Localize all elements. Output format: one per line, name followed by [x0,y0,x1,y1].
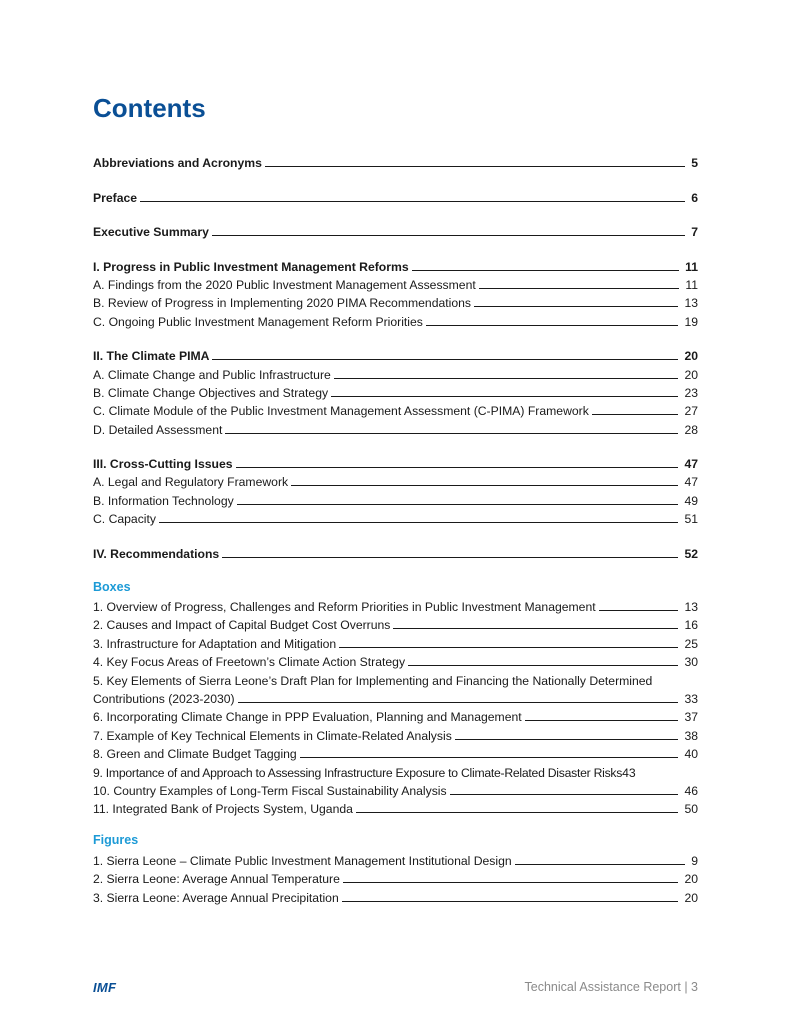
toc-entry-label: 2. Sierra Leone: Average Annual Temperature [93,872,340,887]
toc-page-number: 37 [684,710,698,725]
toc-entry-section-3[interactable] [93,454,698,472]
toc-entry-label: 3. Sierra Leone: Average Annual Precipitation [93,890,339,905]
toc-entry-box-3[interactable] [93,633,698,651]
toc-entry-label: 2. Causes and Impact of Capital Budget Cost Overruns [93,618,391,633]
toc-page-number: 5 [691,156,698,171]
toc-entry-box-5-line-1[interactable] [93,670,698,688]
toc-entry-box-7[interactable] [93,725,698,743]
toc-page-number: 46 [684,783,698,798]
dot-leader [291,485,678,486]
toc-page-number: 6 [691,190,698,205]
dot-leader [238,702,679,703]
toc-entry-label: 11. Integrated Bank of Projects System, Uganda [93,802,353,817]
toc-entry-label: A. Legal and Regulatory Framework [93,475,289,490]
toc-page-number: 51 [684,512,698,527]
toc-entry-label: B. Climate Change Objectives and Strategy [93,385,329,400]
toc-page-number: 40 [684,747,698,762]
toc-entry-section-2d[interactable] [93,419,698,437]
toc-page-number: 23 [684,385,698,400]
dot-leader [334,378,679,379]
toc-entry-box-2[interactable] [93,615,698,633]
toc-entry-section-3b[interactable] [93,490,698,508]
toc-entry-label: 10. Country Examples of Long-Term Fiscal Sustainability Analysis [93,783,447,798]
toc-entry-box-5[interactable] [93,689,698,707]
dot-leader [426,325,679,326]
toc-entry-label: 1. Sierra Leone – Climate Public Investment Management Institutional Design [93,853,512,868]
dot-leader [331,396,678,397]
toc-entry-label: 1. Overview of Progress, Challenges and Reform Priorities in Public Investment Management [93,600,596,615]
toc-entry-section-2[interactable] [93,346,698,364]
dot-leader [515,864,686,865]
toc-entry-box-8[interactable] [93,744,698,762]
table-of-contents [93,153,698,922]
toc-entry-label: B. Review of Progress in Implementing 2020 PIMA Recommendations [93,296,471,311]
figures-heading: Figures [93,833,139,848]
toc-entry-label: I. Progress in Public Investment Management Reforms [93,259,409,274]
dot-leader [159,522,678,523]
toc-entry-label: Contributions (2023-2030) [93,691,235,706]
toc-entry-section-1c[interactable] [93,311,698,329]
toc-entry-label: 4. Key Focus Areas of Freetown’s Climate Action Strategy [93,655,406,670]
toc-page-number: 47 [684,457,698,472]
page-title: Contents [93,93,206,123]
toc-page-number: 50 [684,802,698,817]
toc-entry-section-2c[interactable] [93,401,698,419]
toc-entry-label: C. Capacity [93,512,156,527]
toc-entry-label: B. Information Technology [93,493,234,508]
toc-page-number: 49 [684,493,698,508]
toc-entry-section-2a[interactable] [93,364,698,382]
toc-entry-abbreviations[interactable] [93,153,698,171]
toc-entry-box-10[interactable] [93,781,698,799]
dot-leader [599,610,679,611]
toc-entry-box-1[interactable] [93,597,698,615]
dot-leader [339,647,678,648]
dot-leader [237,504,679,505]
dot-leader [343,882,679,883]
toc-entry-label: Preface [93,190,138,205]
imf-logo: IMF [93,980,117,995]
toc-page-number: 11 [685,259,698,274]
dot-leader [474,306,678,307]
toc-entry-box-11[interactable] [93,799,698,817]
toc-entry-label: II. The Climate PIMA [93,349,210,364]
toc-entry-label: C. Ongoing Public Investment Management Reform Priorities [93,314,423,329]
toc-page-number: 20 [684,367,698,382]
toc-page-number: 27 [684,404,698,419]
footer-page-label: Technical Assistance Report | 3 [524,980,698,994]
toc-entry-section-1b[interactable] [93,293,698,311]
toc-page-number: 20 [684,872,698,887]
toc-entry-label: Abbreviations and Acronyms [93,156,262,171]
toc-page-number: 25 [684,636,698,651]
dot-leader [455,739,679,740]
toc-page-number: 38 [684,728,698,743]
toc-page-number: 47 [684,475,698,490]
toc-page-number: 13 [684,600,698,615]
toc-entry-section-1a[interactable] [93,275,698,293]
dot-leader [525,720,679,721]
toc-entry-label: C. Climate Module of the Public Investment Management Assessment (C-PIMA) Framework [93,404,589,419]
dot-leader [592,414,679,415]
dot-leader [408,665,678,666]
toc-entry-label: Executive Summary [93,225,209,240]
toc-page-number: 20 [684,349,698,364]
dot-leader [356,812,679,813]
toc-entry-section-4[interactable] [93,543,698,561]
toc-page-number: 43 [622,765,636,780]
dot-leader [300,757,679,758]
toc-entry-label: 8. Green and Climate Budget Tagging [93,747,297,762]
toc-page-number: 9 [691,853,698,868]
toc-entry-label: 3. Infrastructure for Adaptation and Mitigation [93,636,337,651]
toc-page-number: 16 [684,618,698,633]
dot-leader [236,467,679,468]
toc-entry-preface[interactable] [93,187,698,205]
toc-entry-figure-2[interactable] [93,869,698,887]
dot-leader [140,201,685,202]
dot-leader [222,557,678,558]
toc-page-number: 19 [684,314,698,329]
toc-page-number: 52 [684,546,698,561]
toc-entry-section-3a[interactable] [93,472,698,490]
toc-page-number: 7 [691,225,698,240]
toc-entry-section-1[interactable] [93,256,698,274]
toc-entry-box-4[interactable] [93,652,698,670]
toc-entry-figure-1[interactable] [93,850,698,868]
dot-leader [212,359,678,360]
toc-entry-label: A. Climate Change and Public Infrastructure [93,367,331,382]
dot-leader [479,288,680,289]
toc-page-number: 30 [684,655,698,670]
toc-entry-executive-summary[interactable] [93,222,698,240]
dot-leader [450,794,679,795]
toc-page-number: 11 [685,277,698,292]
dot-leader [393,628,678,629]
toc-entry-label: 9. Importance of and Approach to Assessing Infrastructure Exposure to Climate-Related Disaster Risks [93,765,623,780]
dot-leader [212,235,685,236]
toc-entry-label: 6. Incorporating Climate Change in PPP Evaluation, Planning and Management [93,710,522,725]
toc-page-number: 28 [684,422,698,437]
boxes-heading: Boxes [93,579,131,594]
toc-entry-section-3c[interactable] [93,509,698,527]
dot-leader [342,901,679,902]
dot-leader [265,166,685,167]
toc-entry-section-2b[interactable] [93,383,698,401]
toc-entry-box-6[interactable] [93,707,698,725]
toc-entry-box-9[interactable] [93,762,698,780]
toc-entry-label: 5. Key Elements of Sierra Leone’s Draft Plan for Implementing and Financing the Nationally Determined [93,673,653,688]
toc-entry-label: D. Detailed Assessment [93,422,223,437]
toc-page-number: 20 [684,890,698,905]
toc-entry-figure-3[interactable] [93,887,698,905]
toc-entry-label: 7. Example of Key Technical Elements in Climate-Related Analysis [93,728,452,743]
toc-entry-label: A. Findings from the 2020 Public Investment Management Assessment [93,277,476,292]
toc-entry-label: IV. Recommendations [93,546,220,561]
dot-leader [412,270,680,271]
toc-entry-label: III. Cross-Cutting Issues [93,457,233,472]
toc-page-number: 13 [684,296,698,311]
dot-leader [225,433,678,434]
toc-page-number: 33 [684,691,698,706]
